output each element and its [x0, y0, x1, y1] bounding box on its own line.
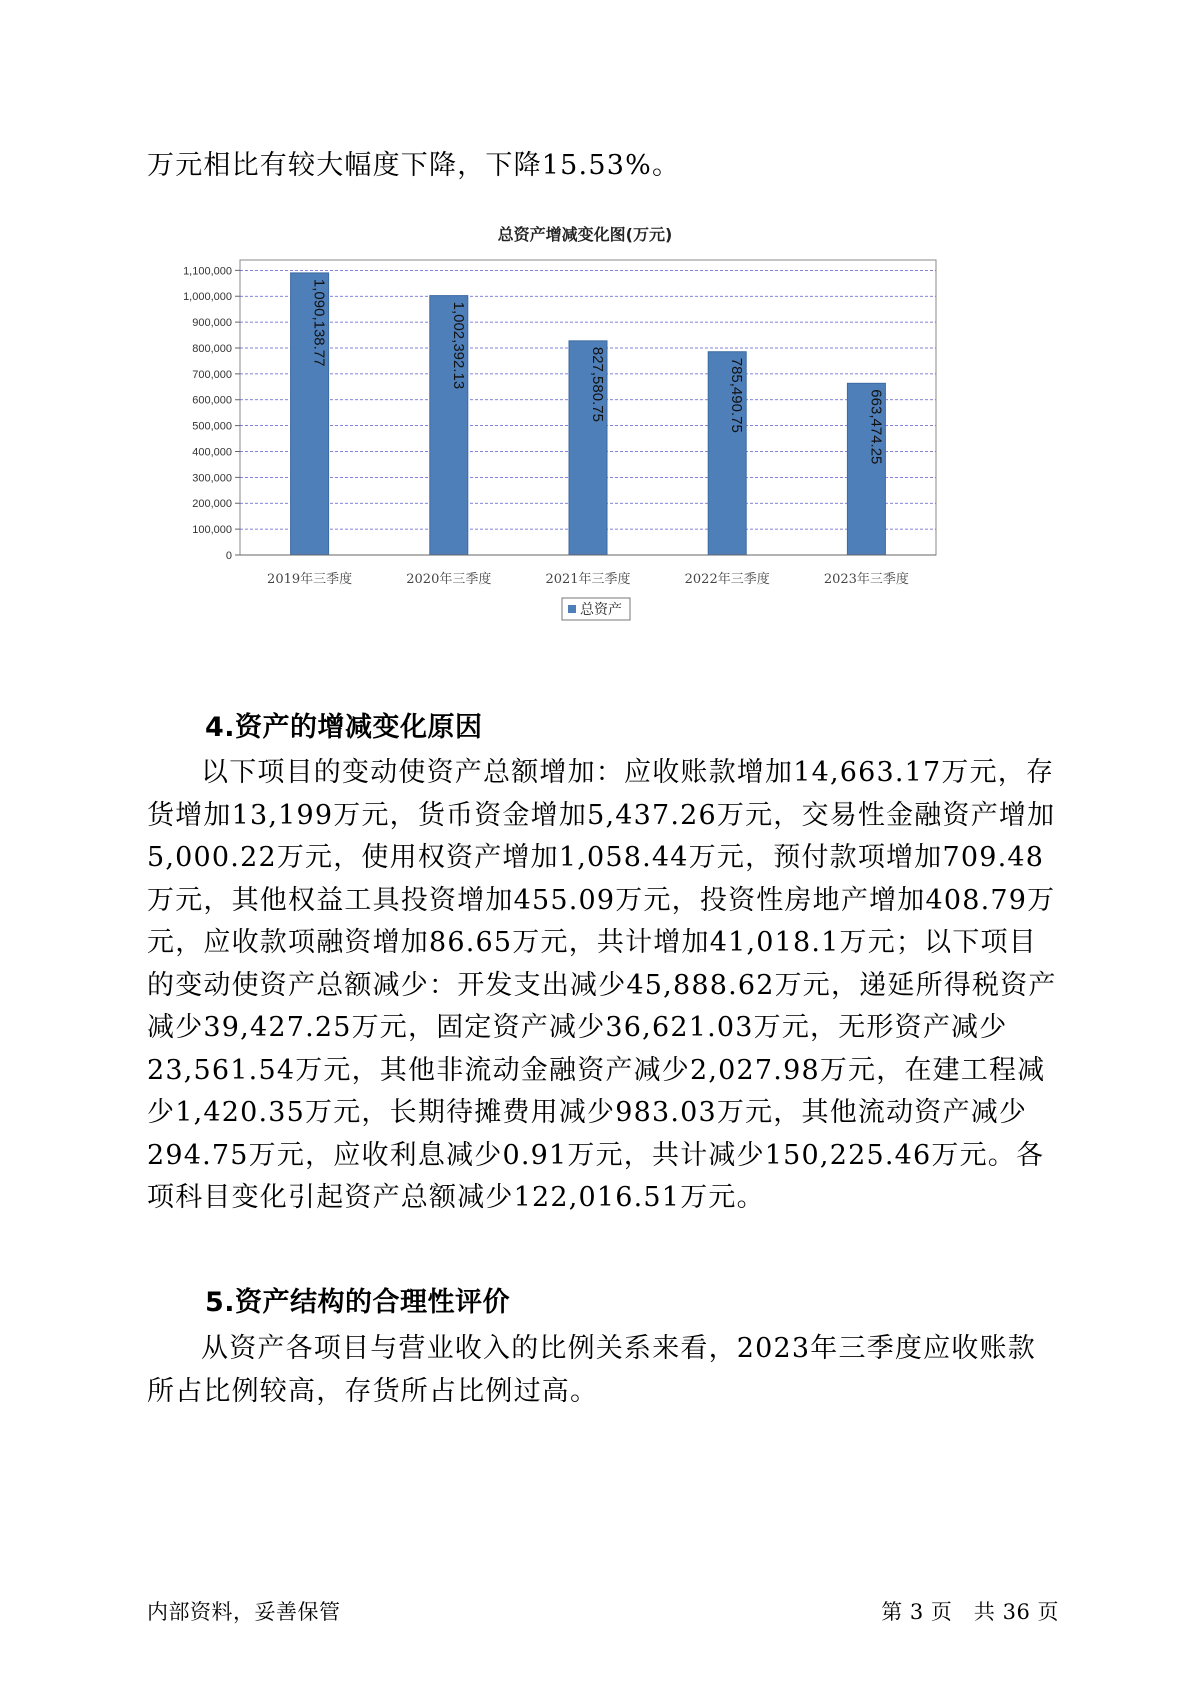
x-tick-label: 2022年三季度	[684, 572, 770, 587]
intro-paragraph: 万元相比有较大幅度下降，下降15.53%。	[147, 150, 681, 181]
bar-value-label: 827,580.75	[589, 346, 606, 422]
y-tick-label: 800,000	[192, 342, 232, 355]
chart-svg	[160, 222, 1020, 672]
footer-page-number: 第 3 页 共 36 页	[881, 1600, 1059, 1624]
x-tick-label: 2020年三季度	[406, 572, 492, 587]
y-tick-label: 300,000	[192, 472, 232, 485]
section4-heading: 4.资产的增减变化原因	[205, 712, 483, 743]
x-tick-label: 2021年三季度	[545, 572, 631, 587]
y-tick-label: 500,000	[192, 420, 232, 433]
footer-confidential: 内部资料，妥善保管	[147, 1600, 341, 1624]
legend-label: 总资产	[580, 602, 622, 618]
legend-swatch	[568, 605, 576, 613]
y-tick-label: 900,000	[192, 317, 232, 330]
section5-body: 从资产各项目与营业收入的比例关系来看，2023年三季度应收账款所占比例较高，存货所占比例过高。	[147, 1333, 1036, 1407]
bar-value-label: 1,090,138.77	[310, 278, 328, 367]
x-tick-label: 2019年三季度	[267, 572, 353, 587]
y-tick-label: 200,000	[192, 498, 232, 511]
bar-value-label: 663,474.25	[867, 389, 885, 465]
x-tick-label: 2023年三季度	[823, 572, 909, 587]
y-tick-label: 1,000,000	[183, 291, 232, 304]
y-tick-label: 700,000	[192, 368, 232, 381]
y-tick-label: 0	[225, 550, 232, 562]
y-tick-label: 1,100,000	[183, 265, 232, 278]
section4-body: 以下项目的变动使资产总额增加：应收账款增加14,663.17万元，存货增加13,199万元，货币资金增加5,437.26万元，交易性金融资产增加5,000.22万元，使用权资产增加1,058.44万元，预付款项增加709.48万元，其他权益工具投资增加455.09万元，投资性房地产增加408.79万元，应收款项融资增加86.65万元，共计增加41,018.1万元；以下项目的变动使资产总额减少：开发支出减少45,888.62万元，递延所得税资产减少39,427.25万元，固定资产减少36,621.03万元，无形资产减少23,561.54万元，其他非流动金融资产减少2,027.98万元，在建工程减少1,420.35万元，长期待摊费用减少983.03万元，其他流动资产减少294.75万元，应收利息减少0.91万元，共计减少150,225.46万元。各项科目变化引起资产总额减少122,016.51万元。	[147, 757, 1057, 1213]
bar-value-label: 1,002,392.13	[449, 301, 467, 390]
chart-title: 总资产增减变化图(万元)	[497, 225, 673, 244]
y-tick-label: 400,000	[192, 446, 232, 459]
total-assets-chart	[160, 222, 1020, 672]
bar-value-label: 785,490.75	[728, 357, 746, 433]
y-tick-label: 600,000	[192, 394, 232, 407]
section5-heading: 5.资产结构的合理性评价	[205, 1287, 511, 1318]
y-tick-label: 100,000	[192, 524, 232, 537]
